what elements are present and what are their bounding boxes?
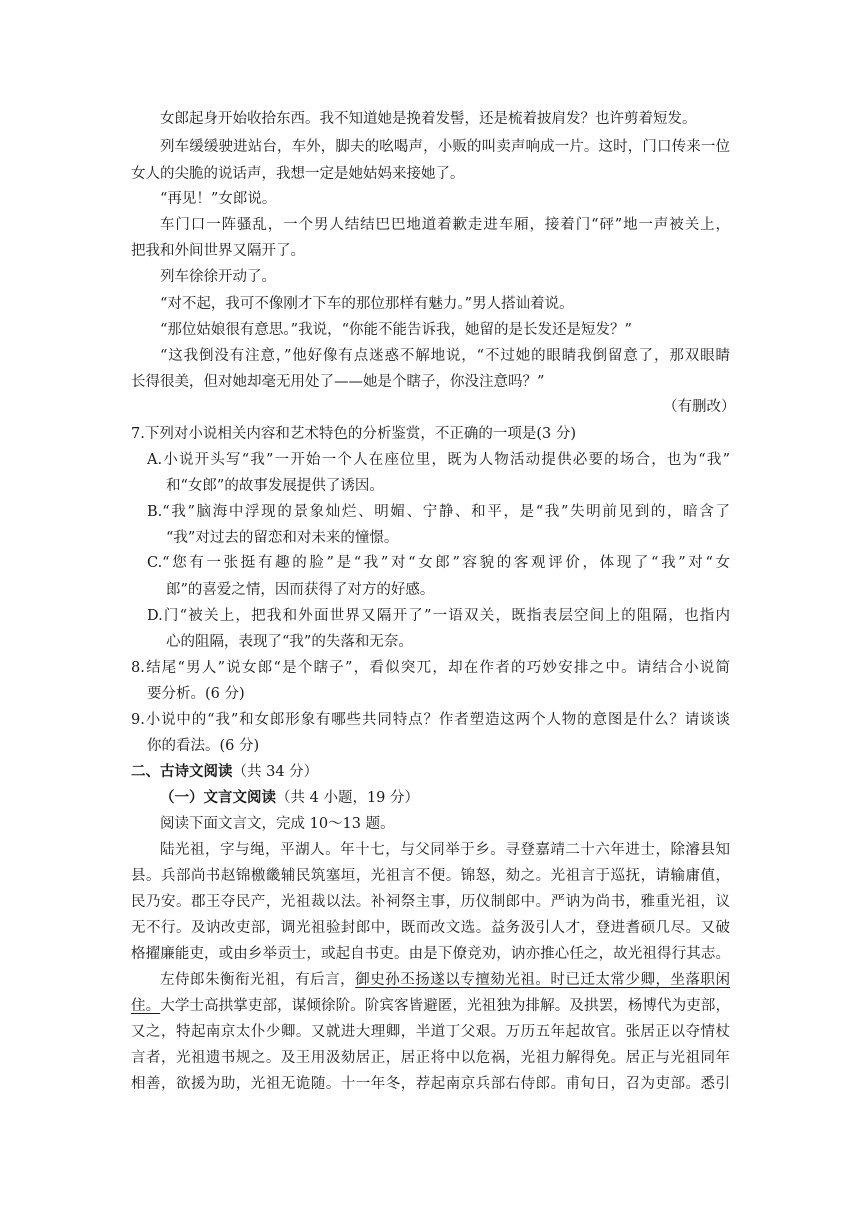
source-note: （有删改） bbox=[663, 399, 736, 415]
classical-text-line: 相善，欲援为助，光祖无诡随。十一年冬，荐起南京兵部右侍郎。甫旬日，召为吏部。悉引 bbox=[131, 1076, 730, 1092]
story-dialogue: “对不起，我可不像刚才下车的那位那样有魅力。”男人搭讪着说。 bbox=[160, 296, 574, 312]
question-7-stem: 7.下列对小说相关内容和艺术特色的分析鉴赏，不正确的一项是(3 分) bbox=[131, 426, 576, 442]
emphasis-dot-char: 垣 bbox=[340, 868, 356, 884]
classical-text-line: 言者，光祖遗书规之。及王用汲劾居正，居正将中以危祸，光祖力解得免。居正与光祖同年 bbox=[131, 1050, 730, 1066]
question-7-option-b: B.“我”脑海中浮现的景象灿烂、明媚、宁静、和平，是“我”失明前见到的，暗含了 bbox=[147, 504, 730, 520]
question-7-option-a: A.小说开头写“我”一开始一个人在座位里，既为人物活动提供必要的场合，也为“我” bbox=[147, 452, 730, 468]
underlined-sentence: 御史孙丕扬遂以专擅劾光祖。时已迁太常少卿，坐落职闲 bbox=[355, 972, 730, 988]
question-8-cont: 要分析。(6 分) bbox=[147, 686, 245, 702]
question-7-option-a-cont: 和“女郎”的故事发展提供了诱因。 bbox=[166, 478, 384, 494]
story-paragraph: 车门口一阵骚乱，一个男人结结巴巴地道着歉走进车厢，接着门“砰”地一声被关上， bbox=[160, 217, 730, 233]
question-7-option-b-cont: “我”对过去的留恋和对未来的憧憬。 bbox=[166, 530, 399, 546]
question-7-option-d-cont: 心的阻隔，表现了“我”的失落和无奈。 bbox=[166, 634, 413, 650]
section-heading bbox=[131, 762, 318, 782]
story-dialogue: “再见！”女郎说。 bbox=[160, 191, 277, 207]
story-paragraph: 列车缓缓驶进站台，车外，脚夫的吆喝声，小贩的叫卖声响成一片。这时，门口传来一位 bbox=[160, 139, 730, 155]
question-8: 8.结尾“男人”说女郎“是个瞎子”，看似突兀，却在作者的巧妙安排之中。请结合小说简 bbox=[131, 660, 730, 676]
classical-text-line: 格擢廉能吏，或由乡举贡士，或起自书吏。由是下僚竞劝，讷亦推心任之，故光祖得行其志。 bbox=[131, 946, 730, 962]
story-paragraph: 女郎起身开始收拾东西。我不知道她是挽着发髻，还是梳着披肩发？也许剪着短发。 bbox=[160, 111, 697, 127]
emphasis-dot-char: 郎 bbox=[355, 920, 371, 936]
story-paragraph-cont: 把我和外间世界又隔开了。 bbox=[131, 243, 305, 259]
question-7-option-c-cont: 郎”的喜爱之情，因而获得了对方的好感。 bbox=[166, 582, 435, 598]
subsection-score: （共 4 小题，19 分） bbox=[276, 790, 420, 806]
question-7-option-d: D.门“被关上，把我和外面世界又隔开了”一语双关，既指表层空间上的阻隔，也指内 bbox=[147, 608, 730, 624]
classical-text-line: 又之，特起南京太仆少卿。又就进大理卿，半道丁父艰。万历五年起故官。张居正以夺情杖 bbox=[131, 1024, 730, 1040]
story-dialogue-cont: 长得很美，但对她却毫无用处了——她是个瞎子，你没注意吗？” bbox=[131, 374, 545, 390]
story-paragraph-cont: 女人的尖脆的说话声，我想一定是她姑妈来接她了。 bbox=[131, 166, 465, 182]
story-dialogue: “这我倒没有注意，”他好像有点迷惑不解地说，“不过她的眼睛我倒留意了，那双眼睛 bbox=[160, 348, 730, 364]
classical-text-line: 住。大学士高拱掌吏部，谋倾徐阶。阶宾客皆避匿，光祖独为排解。及拱罢，杨博代为吏部， bbox=[131, 998, 730, 1014]
subsection-heading bbox=[160, 788, 419, 808]
classical-text-line: 无不行。及讷改吏部，调光祖验封郎中，既而改文选。益务汲引人才，登进耆硕几尽。又破 bbox=[131, 920, 730, 936]
question-7-option-c: C.“您有一张挺有趣的脸”是“我”对“女郎”容貌的客观评价，体现了“我”对“女 bbox=[147, 555, 730, 571]
section-score: （共 34 分） bbox=[232, 764, 319, 780]
question-9: 9.小说中的“我”和女郎形象有哪些共同特点？作者塑造这两个人物的意图是什么？请谈谈 bbox=[131, 712, 730, 728]
classical-text-line: 左侍郎朱衡衔光祖，有后言，御史孙丕扬遂以专擅劾光祖。时已迁太常少卿，坐落职闲 bbox=[160, 972, 730, 988]
question-9-cont: 你的看法。(6 分) bbox=[147, 738, 260, 754]
reading-instruction: 阅读下面文言文，完成 10～13 题。 bbox=[160, 816, 395, 832]
subsection-title: （一）文言文阅读 bbox=[160, 790, 276, 806]
section-title: 二、古诗文阅读 bbox=[131, 764, 233, 780]
classical-text-line: 民乃安。郡王夺民产，光祖裁以法。补祠祭主事，历仪制郎中。严讷为尚书，雅重光祖，议 bbox=[131, 894, 730, 910]
classical-text-line: 县。兵部尚书赵锦檄畿辅民筑塞垣，光祖言不便。锦怒，劾之。光祖言于巡抚，请输庸值， bbox=[131, 868, 730, 884]
classical-text-line: 陆光祖，字与绳，平湖人。年十七，与父同举于乡。寻登嘉靖二十六年进士，除濬县知 bbox=[160, 842, 730, 858]
story-paragraph: 列车徐徐开动了。 bbox=[160, 269, 276, 285]
underlined-sentence-cont: 住。 bbox=[131, 998, 161, 1014]
story-dialogue: “那位姑娘很有意思。”我说，“你能不能告诉我，她留的是长发还是短发？” bbox=[160, 322, 632, 338]
